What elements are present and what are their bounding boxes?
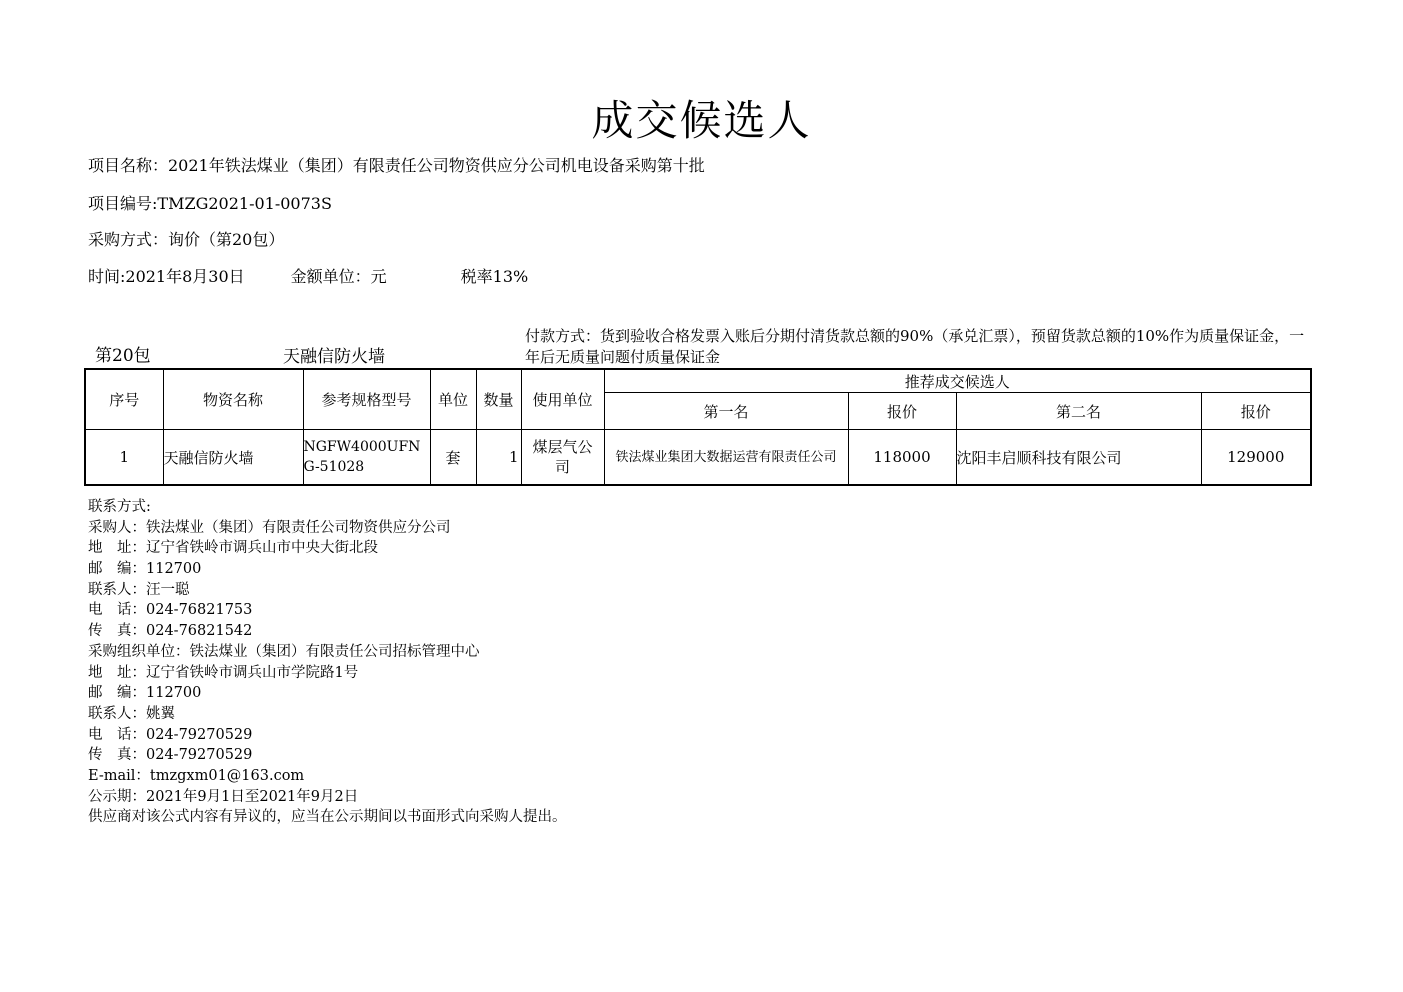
- cell-unit: 套: [430, 430, 476, 486]
- header-material: 物资名称: [163, 369, 303, 430]
- date-text: 时间:2021年8月30日: [88, 267, 245, 286]
- project-number: 项目编号:TMZG2021-01-0073S: [88, 194, 332, 213]
- contact-line: 采购组织单位：铁法煤业（集团）有限责任公司招标管理中心: [88, 643, 480, 660]
- project-name: 项目名称：2021年铁法煤业（集团）有限责任公司物资供应分公司机电设备采购第十批: [88, 156, 705, 175]
- header-seq: 序号: [85, 369, 163, 430]
- cell-qty: 1: [476, 430, 521, 486]
- contact-line: 联系人：汪一聪: [88, 581, 190, 598]
- cell-price1: 118000: [848, 430, 956, 486]
- contact-line: 供应商对该公式内容有异议的，应当在公示期间以书面形式向采购人提出。: [88, 809, 567, 826]
- meta-row: [88, 266, 528, 288]
- currency-unit: 金额单位：元: [290, 267, 387, 286]
- contact-line: 传 真：024-79270529: [88, 747, 253, 764]
- contact-line: 联系人：姚翼: [88, 705, 175, 722]
- page-title: 成交候选人: [591, 96, 812, 145]
- contact-line: 电 话：024-79270529: [88, 726, 253, 743]
- header-user: 使用单位: [521, 369, 604, 430]
- payment-terms: 付款方式：货到验收合格发票入账后分期付清货款总额的90%（承兑汇票），预留货款总额的10%作为质量保证金，一年后无质量问题付质量保证金: [525, 327, 1305, 366]
- cell-first: 铁法煤业集团大数据运营有限责任公司: [604, 430, 848, 486]
- tax-rate: 税率13%: [460, 267, 529, 286]
- cell-material: 天融信防火墙: [163, 430, 303, 486]
- package-number: 第20包: [95, 346, 151, 366]
- candidate-table: [84, 368, 1312, 486]
- contact-line: E-mail：tmzgxm01@163.com: [88, 767, 305, 784]
- contact-line: 公示期：2021年9月1日至2021年9月2日: [88, 788, 359, 805]
- header-price1: 报价: [848, 393, 956, 430]
- header-qty: 数量: [476, 369, 521, 430]
- cell-seq: 1: [85, 430, 163, 486]
- contact-info: [88, 497, 567, 828]
- contact-line: 邮 编：112700: [88, 685, 202, 702]
- procurement-method: 采购方式：询价（第20包）: [88, 230, 285, 249]
- package-name: 天融信防火墙: [283, 347, 385, 367]
- contact-line: 地 址：辽宁省铁岭市调兵山市中央大街北段: [88, 540, 378, 557]
- contact-line: 联系方式:: [88, 499, 151, 515]
- contact-line: 邮 编：112700: [88, 561, 202, 578]
- contact-line: 采购人：铁法煤业（集团）有限责任公司物资供应分公司: [88, 519, 451, 536]
- table-header-row: [85, 369, 1311, 393]
- contact-line: 电 话：024-76821753: [88, 602, 253, 619]
- header-price2: 报价: [1201, 393, 1311, 430]
- header-recommend: 推荐成交候选人: [604, 369, 1311, 393]
- header-spec: 参考规格型号: [303, 369, 430, 430]
- contact-line: 地 址：辽宁省铁岭市调兵山市学院路1号: [88, 664, 359, 681]
- cell-user: 煤层气公司: [521, 430, 604, 486]
- contact-line: 传 真：024-76821542: [88, 623, 253, 640]
- cell-second: 沈阳丰启顺科技有限公司: [956, 430, 1201, 486]
- header-first: 第一名: [604, 393, 848, 430]
- header-second: 第二名: [956, 393, 1201, 430]
- table-row: [85, 430, 1311, 486]
- cell-spec: NGFW4000UFNG-51028: [303, 430, 430, 486]
- cell-price2: 129000: [1201, 430, 1311, 486]
- header-unit: 单位: [430, 369, 476, 430]
